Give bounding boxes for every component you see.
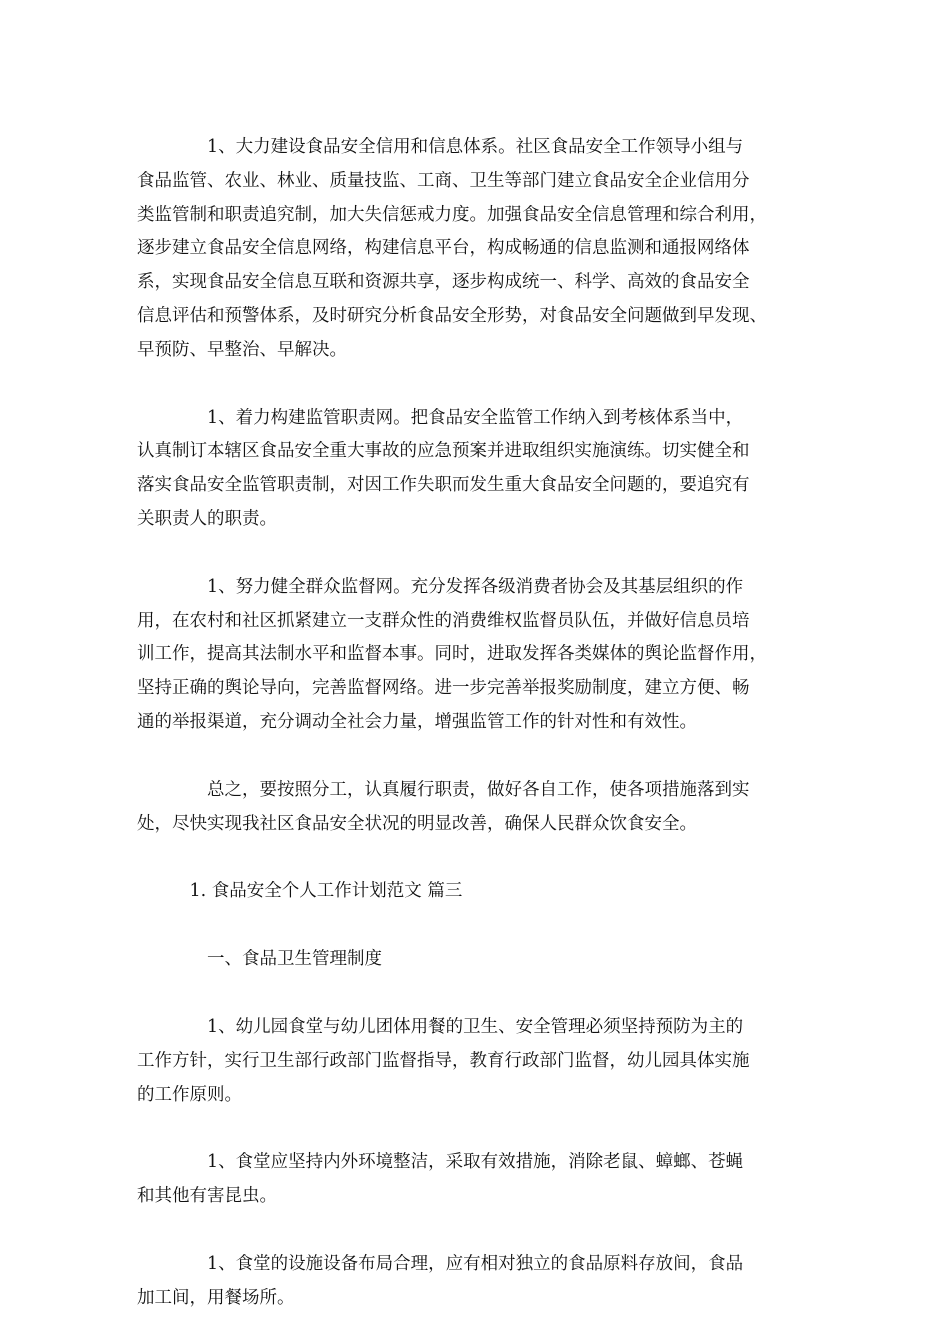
paragraph-conclusion: 总之，要按照分工，认真履行职责，做好各自工作，使各项措施落到实 处，尽快实现我社区食品安全状况的明显改善，确保人民群众饮食安全。 — [137, 779, 750, 834]
paragraph-public-supervision: 1、努力健全群众监督网。充分发挥各级消费者协会及其基层组织的作 用，在农村和社区抓紧建立一支群众性的消费维权监督员队伍，并做好信息员培 训工作，提高其法制水平和监督本事。同时，进取发挥各类媒体的舆论监督作用， 坚持正确的舆论导向，完善监督网络。进一步完善举报奖励制度，建立方便、畅 通的举报渠道，充分调动全社会力量，增强监管工作的针对性和有效性。 — [137, 576, 767, 732]
paragraph-canteen-environment: 1、食堂应坚持内外环境整洁，采取有效措施，消除老鼠、蟑螂、苍蝇 和其他有害昆虫。 — [137, 1152, 744, 1207]
paragraph-spacer — [137, 1214, 817, 1248]
paragraph-credit-information-system: 1、大力建设食品安全信用和信息体系。社区食品安全工作领导小组与 食品监管、农业、林业、质量技监、工商、卫生等部门建立食品安全企业信用分 类监管制和职责追究制，加大失信惩戒力度。加强食品安全信息管理和综合利用， 逐步建立食品安全信息网络，构建信息平台，构成畅通的信息监测和通报网络体 系，实现食品安全信息互联和资源共享，逐步构成统一、科学、高效的食品安全 信息评估和预警体系，及时研究分析食品安全形势，对食品安全问题做到早发现、 早预防、早整治、早解决。 — [137, 137, 767, 360]
paragraph-supervision-responsibility: 1、着力构建监管职责网。把食品安全监管工作纳入到考核体系当中， 认真制订本辖区食品安全重大事故的应急预案并进取组织实施演练。切实健全和 落实食品安全监管职责制，对因工作失职而发生重大食品安全问题的，要追究有 关职责人的职责。 — [137, 407, 750, 529]
paragraph-kindergarten-principle: 1、幼儿园食堂与幼儿团体用餐的卫生、安全管理必须坚持预防为主的 工作方针，实行卫生部行政部门监督指导，教育行政部门监督，幼儿园具体实施 的工作原则。 — [137, 1016, 750, 1105]
section-heading: 1. 食品安全个人工作计划范文 篇三 — [137, 881, 463, 902]
paragraph-spacer — [137, 977, 817, 1011]
document-page — [137, 131, 817, 1316]
subsection-heading: 一、食品卫生管理制度 — [137, 949, 382, 970]
paragraph-spacer — [137, 740, 817, 774]
paragraph-spacer — [137, 909, 817, 943]
paragraph-canteen-layout: 1、食堂的设施设备布局合理，应有相对独立的食品原料存放间，食品 加工间，用餐场所。 — [137, 1253, 744, 1308]
paragraph-spacer — [137, 841, 817, 875]
paragraph-spacer — [137, 1112, 817, 1146]
paragraph-spacer — [137, 368, 817, 402]
paragraph-spacer — [137, 537, 817, 571]
